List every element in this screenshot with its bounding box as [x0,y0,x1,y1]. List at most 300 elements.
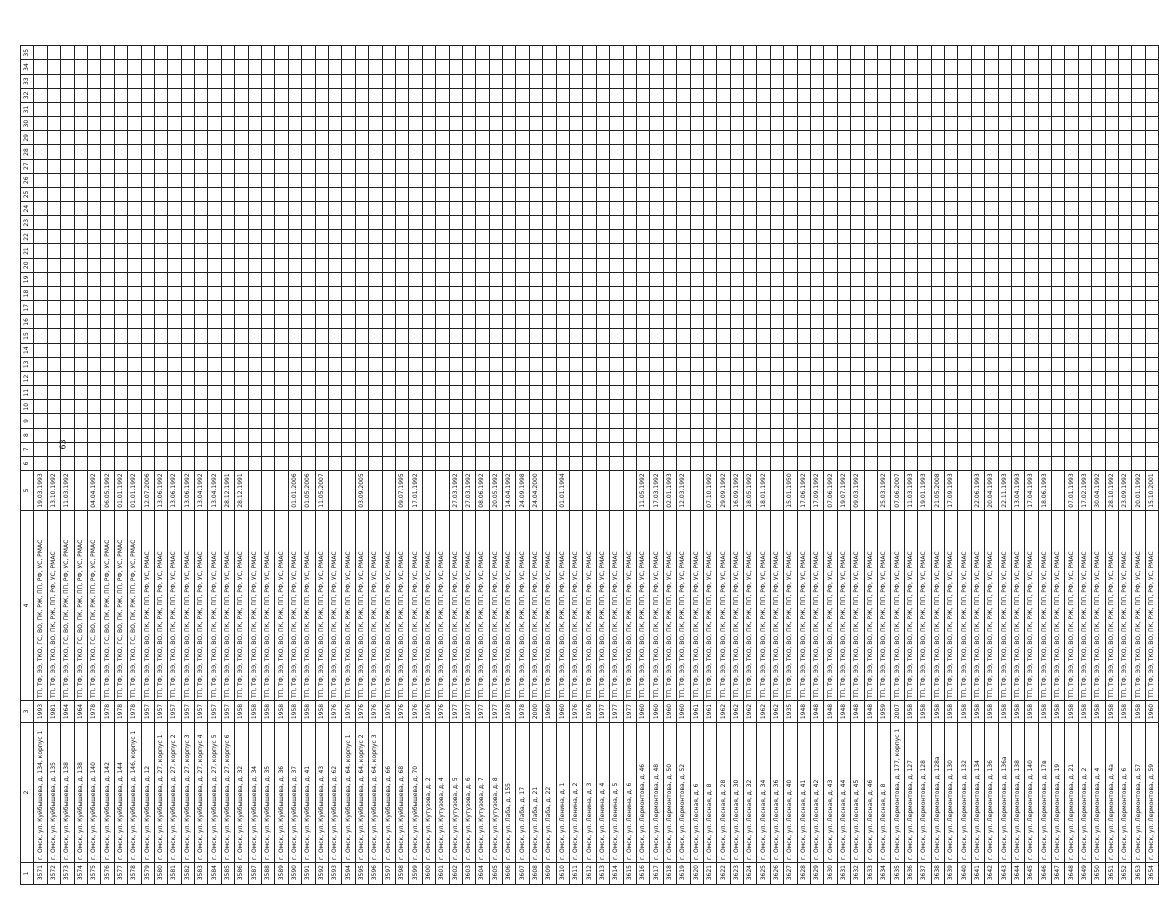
mark-cell [181,301,194,315]
mark-cell [730,301,743,315]
record-number-cell: 3631 [837,863,850,885]
mark-cell [1105,187,1118,201]
mark-cell [516,272,529,286]
mark-cell [181,428,194,442]
mark-cell [529,442,542,456]
mark-cell [744,202,757,216]
mark-cell [878,315,891,329]
mark-cell [529,202,542,216]
mark-cell [837,386,850,400]
mark-cell [998,131,1011,145]
mark-cell [168,187,181,201]
mark-cell [570,60,583,74]
record-number-cell: 3589 [275,863,288,885]
mark-cell [248,159,261,173]
mark-cell [570,371,583,385]
mark-cell [717,216,730,230]
record-number-cell: 3591 [302,863,315,885]
mark-cell [181,173,194,187]
date-cell: 03.09.2005 [355,471,368,511]
mark-cell [47,286,60,300]
mark-cell [235,414,248,428]
record-number-cell: 3635 [891,863,904,885]
mark-cell [770,46,783,60]
mark-cell [409,456,422,470]
mark-cell [851,159,864,173]
mark-cell [436,60,449,74]
column-header-row [21,46,34,885]
mark-cell [328,357,341,371]
mark-cell [262,244,275,258]
mark-cell [931,202,944,216]
record-number-cell: 3638 [931,863,944,885]
mark-cell [1025,74,1038,88]
year-cell: 2007 [891,701,904,723]
mark-cell [449,187,462,201]
mark-cell [837,173,850,187]
mark-cell [1078,88,1091,102]
mark-cell [878,400,891,414]
mark-cell [958,131,971,145]
mark-cell [503,400,516,414]
mark-cell [288,414,301,428]
services-cell: ТП, ТФ, ЭЭ, ТКО, ВО, ПК, РЖ, ПП, РФ, УС, РМАС [971,511,984,701]
mark-cell [328,400,341,414]
mark-cell [944,102,957,116]
mark-cell [690,456,703,470]
mark-cell [851,131,864,145]
mark-cell [904,442,917,456]
services-cell: ТП, ТФ, ЭЭ, ТКО, ГС, ВО, ПК, РЖ, ПП, РФ, УС, РМАС [87,511,100,701]
mark-cell [904,216,917,230]
mark-cell [1119,230,1132,244]
mark-cell [342,187,355,201]
mark-cell [717,357,730,371]
mark-cell [449,74,462,88]
column-header: 28 [21,145,34,159]
address-cell: г. Омск, ул. Кутузова, д. 7 [476,723,489,863]
year-cell: 1958 [998,701,1011,723]
mark-cell [971,414,984,428]
mark-cell [931,386,944,400]
mark-cell [596,88,609,102]
mark-cell [1078,400,1091,414]
mark-cell [744,60,757,74]
mark-cell [195,117,208,131]
mark-cell [328,272,341,286]
mark-cell [596,343,609,357]
mark-cell [409,329,422,343]
mark-cell [141,414,154,428]
mark-cell [342,117,355,131]
mark-cell [1145,216,1158,230]
mark-cell [355,131,368,145]
mark-cell [1011,216,1024,230]
mark-cell [1011,400,1024,414]
mark-cell [583,286,596,300]
date-cell [958,471,971,511]
mark-cell [757,371,770,385]
mark-cell [703,216,716,230]
services-cell: ТП, ТФ, ЭЭ, ТКО, ВО, ПК, РЖ, ПП, РФ, УС, РМАС [422,511,435,701]
mark-cell [824,456,837,470]
mark-cell [342,216,355,230]
mark-cell [985,400,998,414]
mark-cell [1078,173,1091,187]
mark-cell [543,145,556,159]
mark-cell [1052,258,1065,272]
mark-cell [195,244,208,258]
year-cell: 1976 [328,701,341,723]
mark-cell [288,371,301,385]
mark-cell [971,272,984,286]
mark-cell [235,442,248,456]
mark-cell [757,88,770,102]
mark-cell [985,456,998,470]
mark-cell [128,371,141,385]
mark-cell [677,301,690,315]
mark-cell [489,329,502,343]
mark-cell [315,88,328,102]
mark-cell [1145,272,1158,286]
mark-cell [824,428,837,442]
address-cell: г. Омск, ул. Куйбышева, д. 138 [61,723,74,863]
mark-cell [288,216,301,230]
mark-cell [101,428,114,442]
table-row [476,46,489,885]
date-cell [570,471,583,511]
mark-cell [114,173,127,187]
mark-cell [489,60,502,74]
mark-cell [1052,343,1065,357]
mark-cell [998,187,1011,201]
mark-cell [1065,159,1078,173]
column-header: 6 [21,456,34,470]
services-cell: ТП, ТФ, ЭЭ, ТКО, ВО, ПК, РЖ, ПП, РФ, УС, РМАС [1052,511,1065,701]
mark-cell [1145,88,1158,102]
mark-cell [1078,286,1091,300]
mark-cell [717,159,730,173]
mark-cell [610,343,623,357]
mark-cell [101,386,114,400]
date-cell: 15.10.2001 [1145,471,1158,511]
mark-cell [449,131,462,145]
mark-cell [1052,301,1065,315]
mark-cell [1025,442,1038,456]
mark-cell [128,173,141,187]
mark-cell [141,371,154,385]
mark-cell [409,46,422,60]
mark-cell [556,159,569,173]
mark-cell [757,272,770,286]
address-cell: г. Омск, ул. Куйбышева, д. 32 [235,723,248,863]
mark-cell [1052,216,1065,230]
mark-cell [1011,414,1024,428]
address-cell: г. Омск, ул. Лесная, д. 45 [851,723,864,863]
mark-cell [1132,131,1145,145]
mark-cell [770,159,783,173]
mark-cell [74,60,87,74]
mark-cell [837,145,850,159]
mark-cell [596,117,609,131]
mark-cell [824,442,837,456]
mark-cell [663,272,676,286]
mark-cell [757,442,770,456]
mark-cell [1025,357,1038,371]
mark-cell [181,272,194,286]
date-cell [328,471,341,511]
mark-cell [47,46,60,60]
mark-cell [462,74,475,88]
mark-cell [610,145,623,159]
mark-cell [958,414,971,428]
mark-cell [275,173,288,187]
mark-cell [570,329,583,343]
mark-cell [422,400,435,414]
table-row [248,46,261,885]
mark-cell [985,117,998,131]
mark-cell [650,102,663,116]
mark-cell [717,88,730,102]
mark-cell [918,329,931,343]
mark-cell [556,442,569,456]
mark-cell [436,74,449,88]
mark-cell [1052,357,1065,371]
services-cell: ТП, ТФ, ЭЭ, ТКО, ВО, ПК, РЖ, ПП, РФ, УС, РМАС [168,511,181,701]
mark-cell [369,357,382,371]
mark-cell [703,230,716,244]
services-cell: ТП, ТФ, ЭЭ, ТКО, ВО, ПК, РЖ, ПП, РФ, УС, РМАС [328,511,341,701]
mark-cell [355,357,368,371]
address-cell: г. Омск, ул. Кутузова, д. 2 [422,723,435,863]
mark-cell [436,145,449,159]
mark-cell [596,414,609,428]
mark-cell [824,272,837,286]
mark-cell [744,456,757,470]
mark-cell [891,159,904,173]
mark-cell [101,301,114,315]
mark-cell [195,131,208,145]
mark-cell [770,202,783,216]
mark-cell [181,202,194,216]
column-header: 34 [21,60,34,74]
mark-cell [221,230,234,244]
mark-cell [409,428,422,442]
mark-cell [543,301,556,315]
mark-cell [690,343,703,357]
mark-cell [87,428,100,442]
mark-cell [998,173,1011,187]
mark-cell [556,286,569,300]
mark-cell [328,230,341,244]
mark-cell [650,187,663,201]
mark-cell [570,46,583,60]
mark-cell [677,117,690,131]
mark-cell [677,428,690,442]
mark-cell [208,244,221,258]
mark-cell [636,258,649,272]
mark-cell [221,329,234,343]
mark-cell [422,74,435,88]
mark-cell [824,343,837,357]
mark-cell [275,343,288,357]
mark-cell [971,329,984,343]
mark-cell [663,386,676,400]
mark-cell [235,159,248,173]
mark-cell [154,216,167,230]
mark-cell [1132,258,1145,272]
mark-cell [1078,386,1091,400]
mark-cell [931,131,944,145]
mark-cell [221,244,234,258]
mark-cell [235,173,248,187]
record-number-cell: 3630 [824,863,837,885]
mark-cell [837,88,850,102]
mark-cell [489,88,502,102]
record-number-cell: 3599 [409,863,422,885]
mark-cell [864,400,877,414]
mark-cell [797,187,810,201]
record-number-cell: 3626 [770,863,783,885]
mark-cell [717,315,730,329]
mark-cell [931,456,944,470]
year-cell: 1948 [864,701,877,723]
mark-cell [703,74,716,88]
mark-cell [811,428,824,442]
date-cell: 28.10.1992 [1105,471,1118,511]
mark-cell [1092,414,1105,428]
mark-cell [650,74,663,88]
mark-cell [436,315,449,329]
mark-cell [382,117,395,131]
address-cell: г. Омск, ул. Кутузова, д. 4 [436,723,449,863]
mark-cell [878,88,891,102]
record-number-cell: 3623 [730,863,743,885]
address-cell: г. Омск, ул. Куйбышева, д. 36 [275,723,288,863]
mark-cell [663,442,676,456]
mark-cell [663,117,676,131]
mark-cell [610,286,623,300]
mark-cell [864,187,877,201]
mark-cell [811,386,824,400]
column-header: 8 [21,428,34,442]
mark-cell [958,286,971,300]
mark-cell [355,88,368,102]
mark-cell [489,286,502,300]
mark-cell [797,102,810,116]
mark-cell [328,244,341,258]
mark-cell [436,258,449,272]
mark-cell [971,456,984,470]
mark-cell [543,258,556,272]
mark-cell [583,117,596,131]
mark-cell [824,329,837,343]
mark-cell [556,386,569,400]
mark-cell [489,216,502,230]
mark-cell [181,258,194,272]
mark-cell [985,315,998,329]
mark-cell [958,258,971,272]
mark-cell [462,173,475,187]
record-number-cell: 3574 [74,863,87,885]
mark-cell [382,60,395,74]
mark-cell [663,286,676,300]
mark-cell [797,46,810,60]
record-number-cell: 3640 [958,863,971,885]
mark-cell [355,258,368,272]
mark-cell [208,301,221,315]
mark-cell [717,258,730,272]
mark-cell [34,301,47,315]
mark-cell [610,187,623,201]
mark-cell [1145,343,1158,357]
mark-cell [34,230,47,244]
mark-cell [1105,442,1118,456]
mark-cell [636,272,649,286]
mark-cell [570,244,583,258]
mark-cell [1011,202,1024,216]
mark-cell [757,315,770,329]
mark-cell [1052,456,1065,470]
mark-cell [395,329,408,343]
mark-cell [784,343,797,357]
mark-cell [61,357,74,371]
table-row [770,46,783,885]
mark-cell [355,371,368,385]
mark-cell [61,74,74,88]
mark-cell [168,428,181,442]
mark-cell [114,258,127,272]
mark-cell [864,371,877,385]
mark-cell [476,428,489,442]
mark-cell [636,414,649,428]
mark-cell [288,315,301,329]
mark-cell [837,428,850,442]
mark-cell [1105,244,1118,258]
year-cell: 1978 [503,701,516,723]
mark-cell [1038,74,1051,88]
mark-cell [744,357,757,371]
mark-cell [74,173,87,187]
mark-cell [730,386,743,400]
mark-cell [436,131,449,145]
mark-cell [235,145,248,159]
date-cell: 13.10.1992 [47,471,60,511]
mark-cell [744,145,757,159]
mark-cell [449,117,462,131]
services-cell: ТП, ТФ, ЭЭ, ТКО, ВО, ПК, РЖ, ПП, РФ, УС, РМАС [636,511,649,701]
mark-cell [918,386,931,400]
mark-cell [998,301,1011,315]
mark-cell [1119,442,1132,456]
mark-cell [851,46,864,60]
mark-cell [811,400,824,414]
mark-cell [34,286,47,300]
table-row [221,46,234,885]
mark-cell [891,244,904,258]
mark-cell [1078,159,1091,173]
mark-cell [516,428,529,442]
mark-cell [757,117,770,131]
mark-cell [208,202,221,216]
mark-cell [543,230,556,244]
column-header: 32 [21,88,34,102]
mark-cell [369,371,382,385]
mark-cell [1025,88,1038,102]
column-header: 24 [21,202,34,216]
mark-cell [784,329,797,343]
mark-cell [114,202,127,216]
